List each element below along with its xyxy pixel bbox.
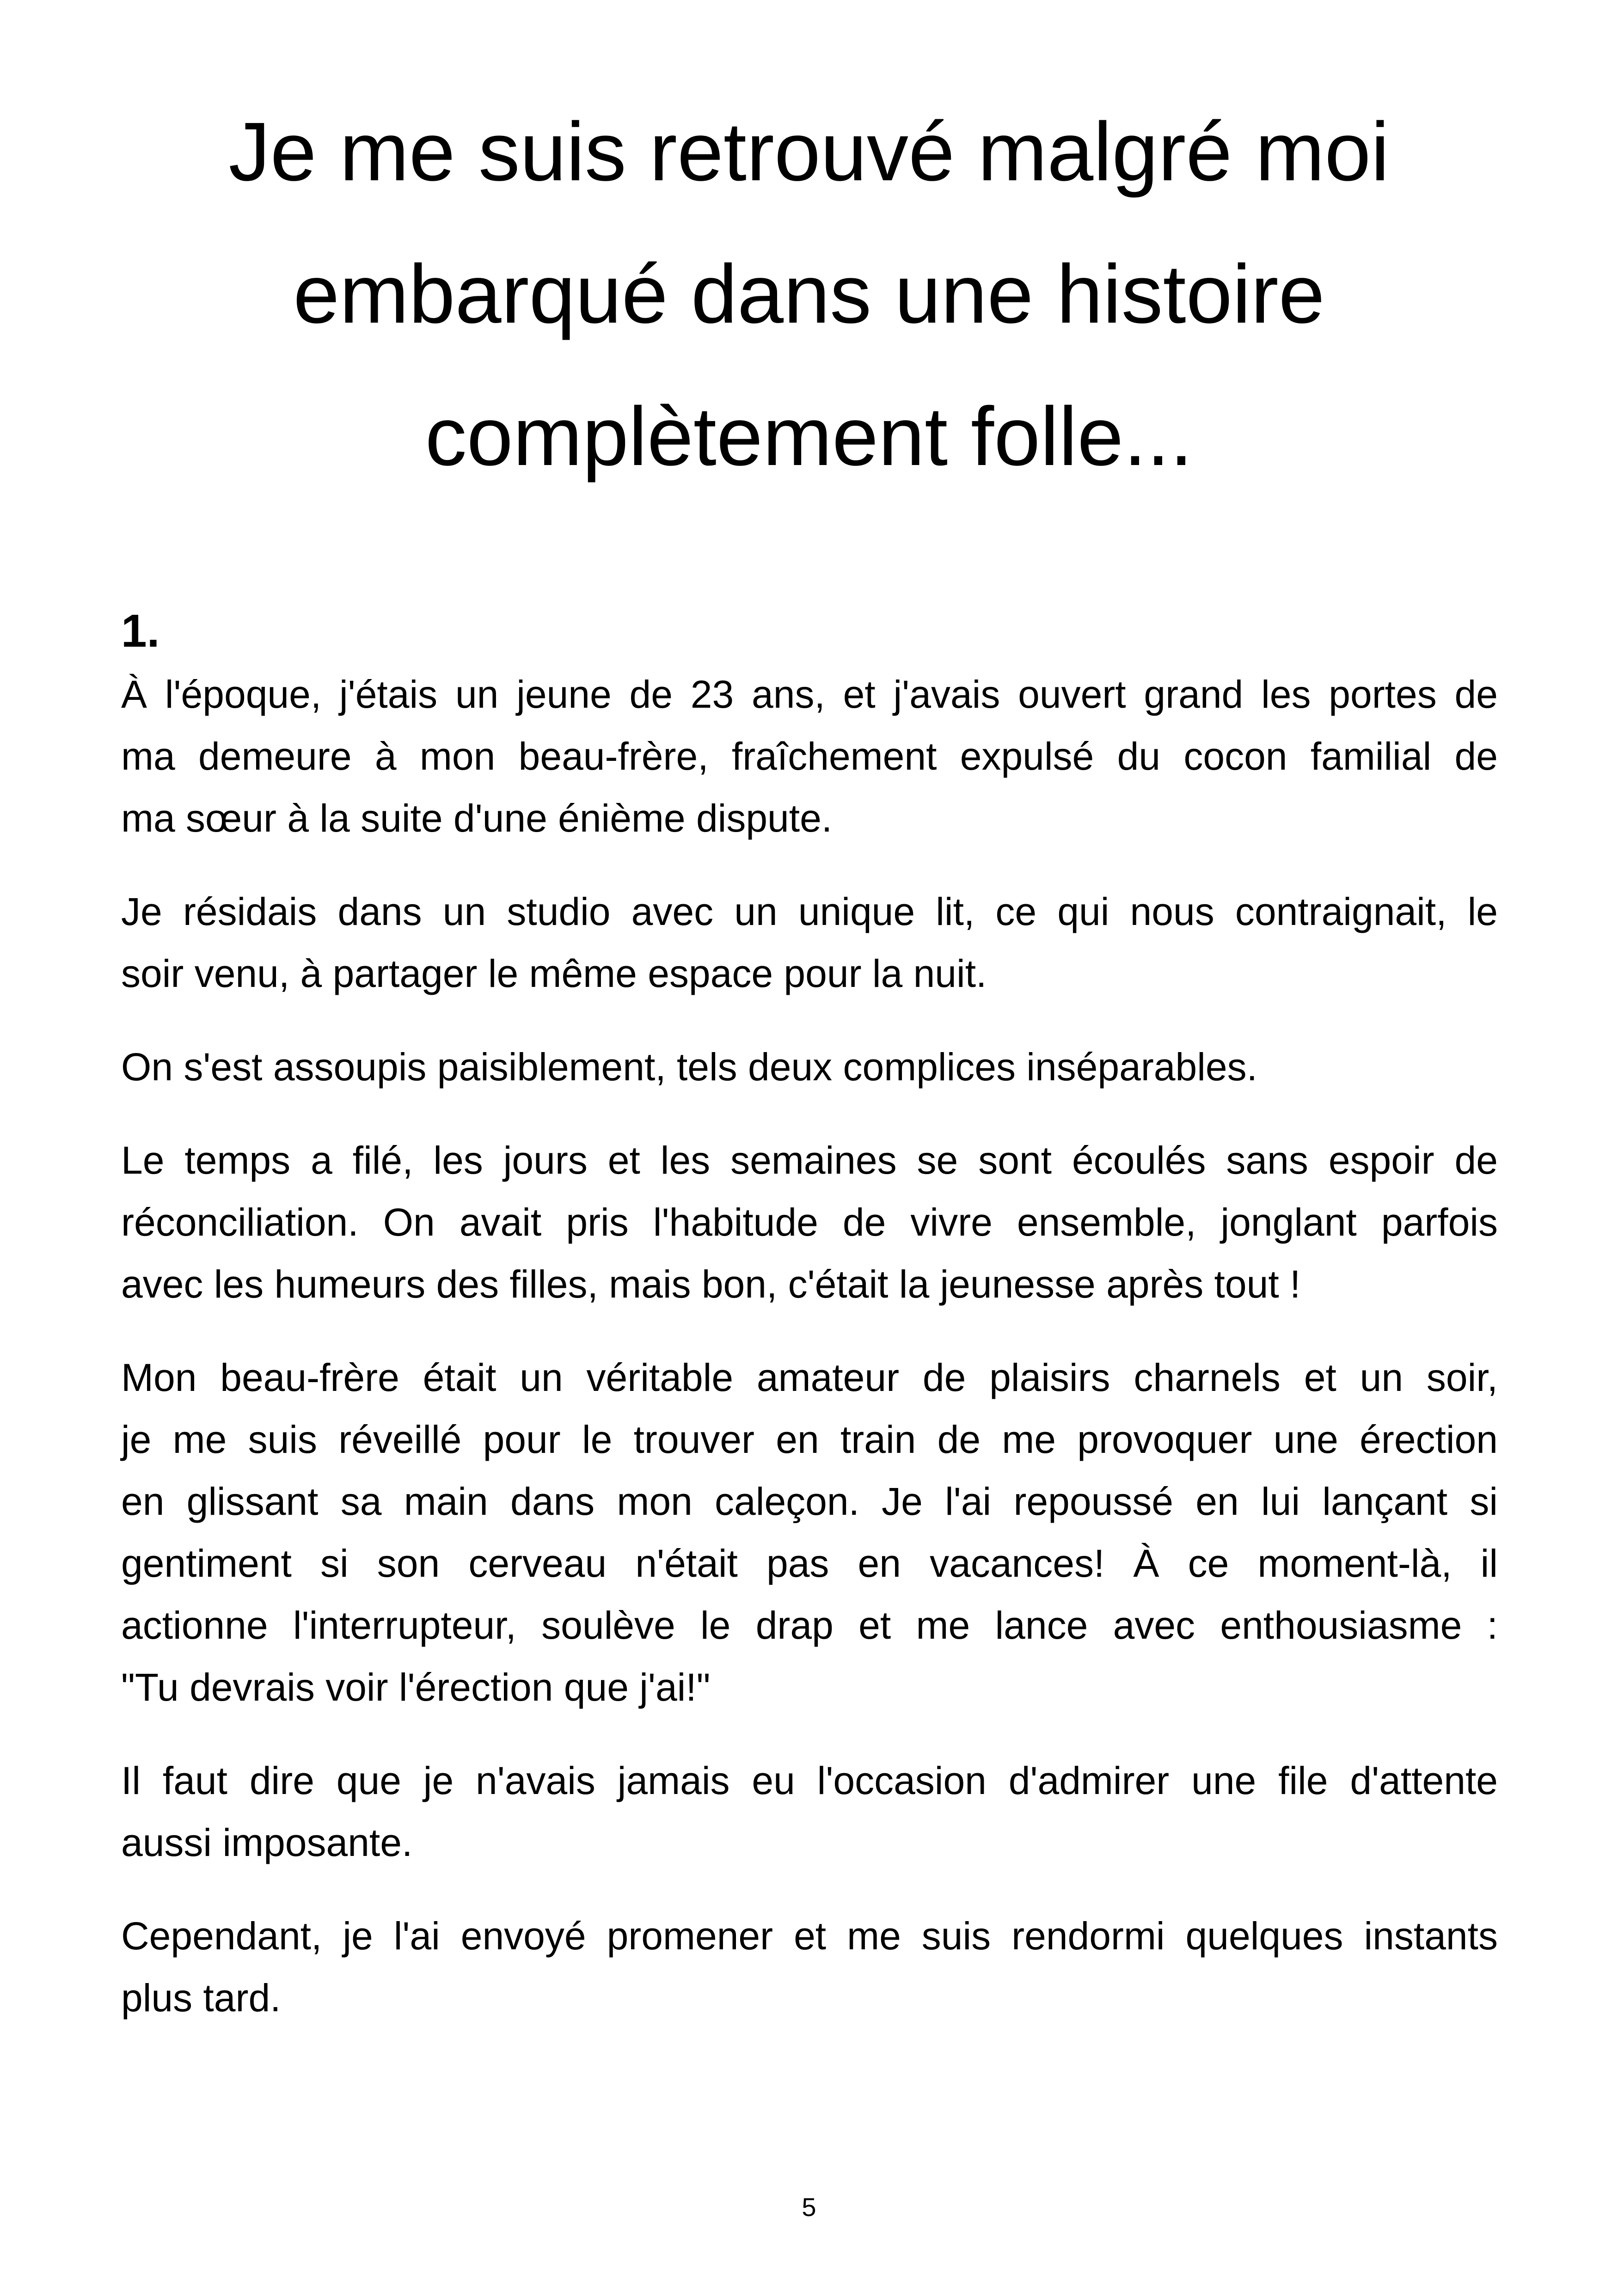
- text-line: aussi imposante.: [121, 1821, 413, 1864]
- paragraph-7: [121, 1905, 1498, 2029]
- text-line: Je résidais dans un studio avec un unique lit, ce qui nous contraignait, le: [121, 890, 1498, 933]
- text-line: Mon beau-frère était un véritable amateur de plaisirs charnels et un soir,: [121, 1356, 1498, 1399]
- text-line: avec les humeurs des filles, mais bon, c'était la jeunesse après tout !: [121, 1262, 1301, 1306]
- text-line: plus tard.: [121, 1976, 281, 2020]
- title-line: complètement folle...: [425, 390, 1193, 483]
- body-text: [121, 663, 1498, 2060]
- paragraph-3: [121, 1036, 1498, 1098]
- paragraph-6: [121, 1750, 1498, 1874]
- text-line: soir venu, à partager le même espace pour la nuit.: [121, 952, 987, 995]
- text-line: On s'est assoupis paisiblement, tels deux complices inséparables.: [121, 1045, 1257, 1089]
- text-line: en glissant sa main dans mon caleçon. Je l'ai repoussé en lui lançant si: [121, 1480, 1498, 1523]
- text-line: Le temps a filé, les jours et les semaines se sont écoulés sans espoir de: [121, 1139, 1498, 1182]
- text-line: Il faut dire que je n'avais jamais eu l'occasion d'admirer une file d'attente: [121, 1759, 1498, 1802]
- paragraph-5: [121, 1347, 1498, 1718]
- page-number: 5: [802, 2192, 816, 2222]
- text-line: je me suis réveillé pour le trouver en train de me provoquer une érection: [121, 1418, 1498, 1461]
- text-line: actionne l'interrupteur, soulève le drap et me lance avec enthousiasme :: [121, 1604, 1498, 1647]
- chapter-number: 1.: [121, 605, 160, 657]
- text-line: Cependant, je l'ai envoyé promener et me suis rendormi quelques instants: [121, 1914, 1498, 1958]
- text-line: ma demeure à mon beau-frère, fraîchement expulsé du cocon familial de: [121, 735, 1498, 778]
- text-line: réconciliation. On avait pris l'habitude de vivre ensemble, jonglant parfois: [121, 1200, 1498, 1244]
- paragraph-4: [121, 1129, 1498, 1315]
- title-line: embarqué dans une histoire: [293, 248, 1325, 341]
- text-line: "Tu devrais voir l'érection que j'ai!": [121, 1665, 711, 1709]
- text-line: ma sœur à la suite d'une énième dispute.: [121, 796, 833, 840]
- paragraph-2: [121, 881, 1498, 1004]
- text-line: À l'époque, j'étais un jeune de 23 ans, et j'avais ouvert grand les portes de: [121, 673, 1498, 716]
- page-title: [139, 81, 1479, 508]
- paragraph-1: [121, 663, 1498, 849]
- title-line: Je me suis retrouvé malgré moi: [228, 105, 1390, 198]
- text-line: gentiment si son cerveau n'était pas en vacances! À ce moment-là, il: [121, 1542, 1498, 1585]
